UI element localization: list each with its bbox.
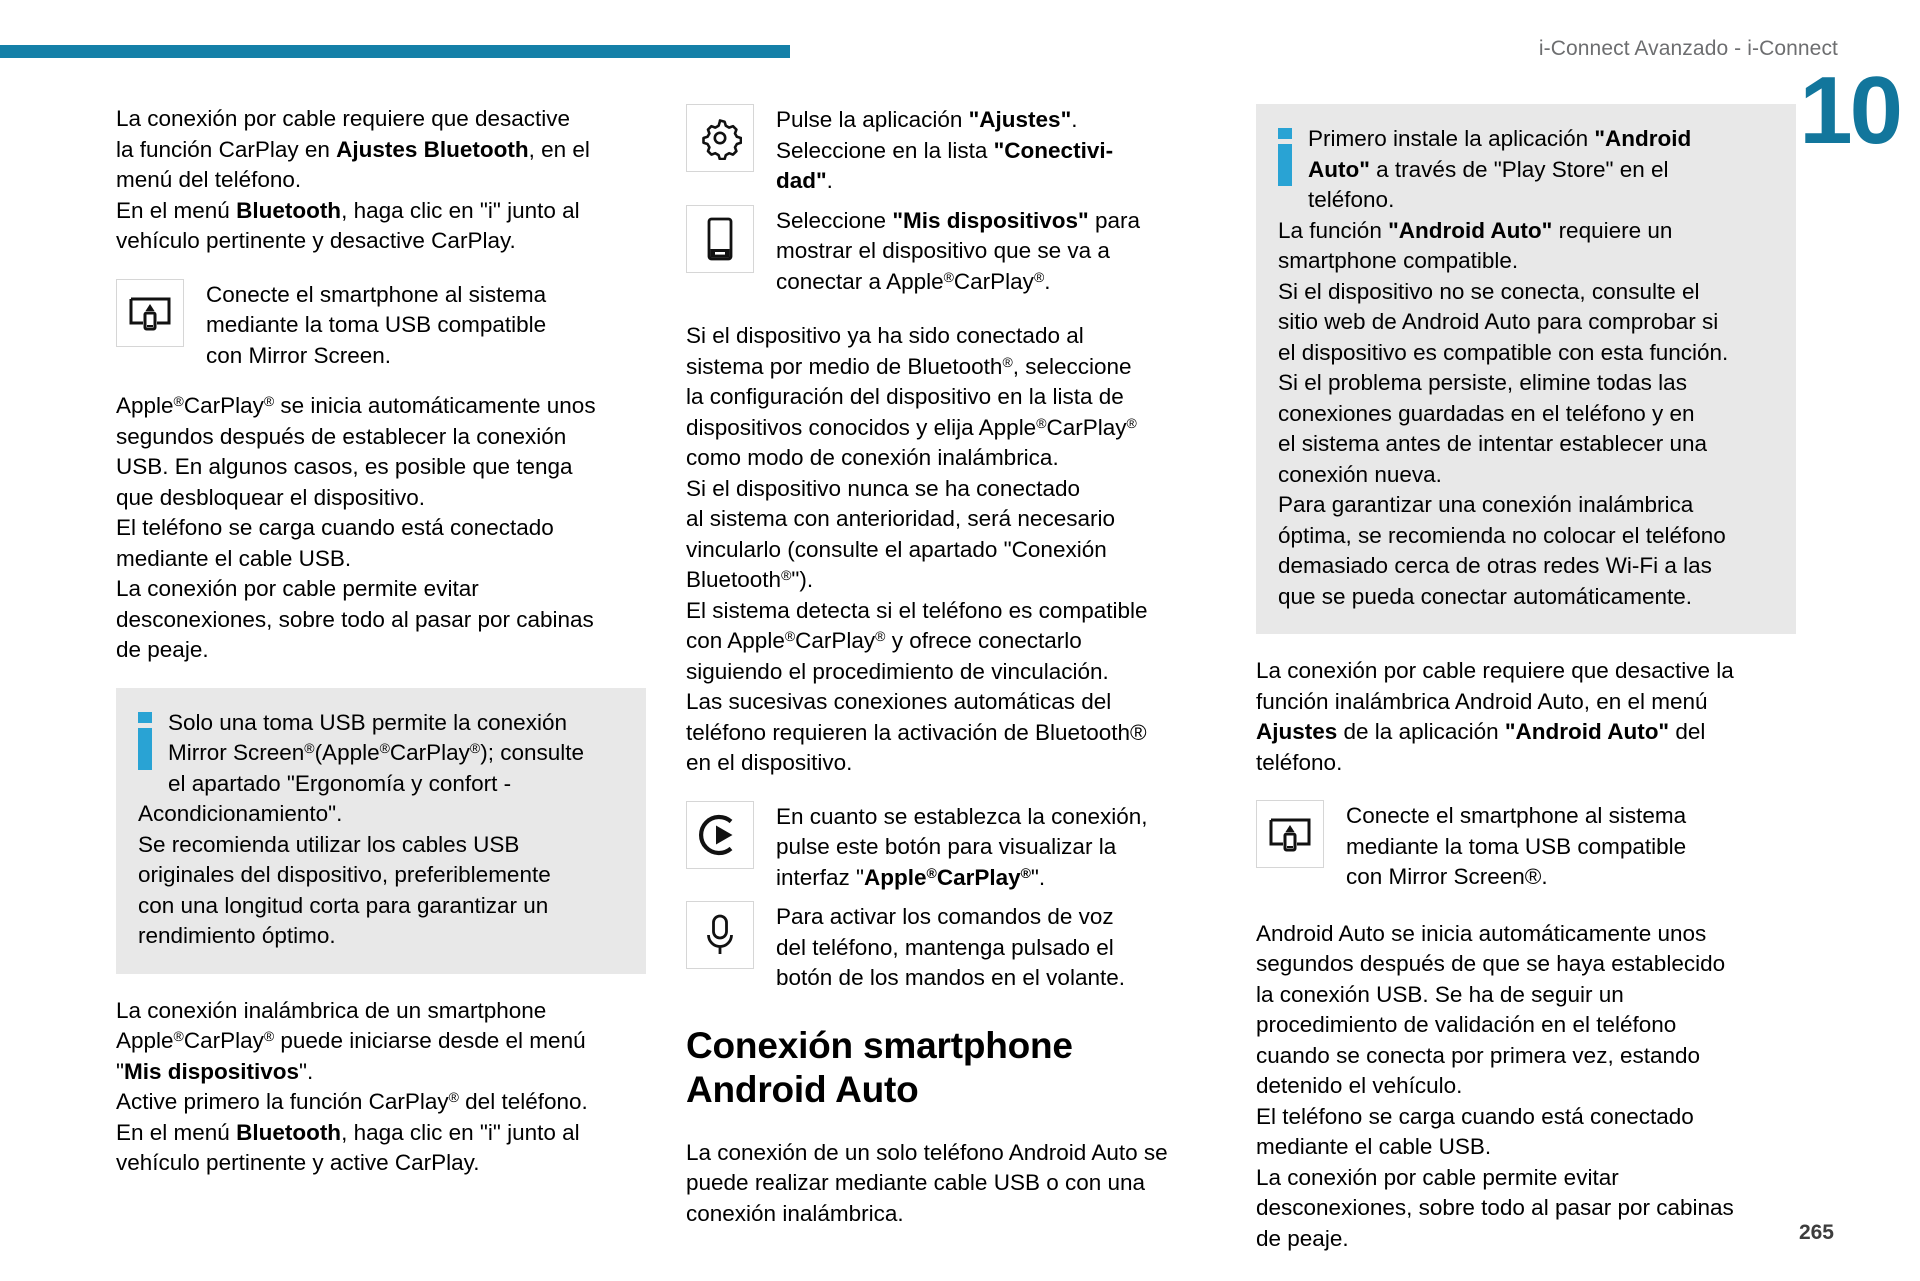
- c2-p1-reg3: ®: [1126, 414, 1137, 431]
- c2-p1-l4a: dispositivos conocidos y elija Apple: [686, 414, 1037, 440]
- c1-info-l7: con una longitud corta para garantizar un: [138, 892, 549, 918]
- c2-p1-l3: la configuración del dispositivo en la lista de: [686, 384, 1124, 409]
- c1-mirror-screen-row: [116, 279, 646, 372]
- c1-p3-l3c: ".: [299, 1058, 314, 1084]
- c3-info-l3: teléfono.: [1308, 187, 1395, 212]
- c1-ms-l2: mediante la toma USB compatible: [206, 312, 547, 337]
- c2-set-l3a: dad": [776, 168, 827, 193]
- c3-info-l1b: "Android: [1594, 126, 1692, 151]
- c2-p1-l9b: ").: [791, 567, 814, 592]
- c3-info-l11: el sistema antes de intentar establecer una: [1278, 431, 1708, 456]
- c3-info-l2b: a través de "Play Store" en el: [1369, 156, 1669, 182]
- c3-info-l15: demasiado cerca de otras redes Wi-Fi a las: [1278, 553, 1712, 578]
- c3-info-l6: Si el dispositivo no se conecta, consulte el: [1278, 278, 1700, 304]
- page-header: [0, 0, 1920, 72]
- c1-p3-reg2: ®: [263, 1028, 275, 1045]
- c3-info-l9: Si el problema persiste, elimine todas las: [1278, 370, 1687, 395]
- c1-paragraph-1: [116, 104, 646, 257]
- c1-p3-reg3: ®: [448, 1089, 459, 1106]
- c3-p2-l4: procedimiento de validación en el teléfono: [1256, 1012, 1677, 1037]
- c2-set-l2b: "Conectivi-: [993, 137, 1114, 163]
- c2-play-reg2: ®: [1020, 864, 1031, 881]
- c1-paragraph-2: [116, 391, 646, 666]
- c1-p3-l2c: puede iniciarse desde el menú: [274, 1028, 586, 1053]
- c2-p1-l7: al sistema con anterioridad, será necesario: [686, 506, 1115, 531]
- c1-p1-l2c: , en el: [528, 136, 590, 162]
- c2-p2-l1: La conexión de un solo teléfono Android Auto se: [686, 1139, 1168, 1165]
- c1-p3-l5b: Bluetooth: [236, 1119, 342, 1145]
- c3-p1-l3a: Ajustes: [1256, 719, 1338, 744]
- c1-p2-l4: que desbloquear el dispositivo.: [116, 484, 425, 510]
- c3-p2-l6: detenido el vehículo.: [1256, 1073, 1463, 1098]
- c2-set-l1a: Pulse la aplicación: [776, 107, 969, 132]
- c1-info-l6: originales del dispositivo, preferiblemente: [138, 862, 551, 887]
- c2-mic-text: [776, 901, 1125, 994]
- c2-p1-l4b: CarPlay: [1046, 414, 1127, 440]
- c1-info-l2b: (Apple: [314, 740, 380, 765]
- c1-p3-l2b: CarPlay: [183, 1028, 264, 1053]
- c2-settings-row: [686, 104, 1216, 197]
- c1-p1-l4c: , haga clic en "i" junto al: [341, 197, 580, 223]
- c2-p1-l2b: , seleccione: [1012, 353, 1132, 379]
- c2-play-reg1: ®: [926, 864, 937, 881]
- c2-p1-l11a: con Apple: [686, 628, 785, 653]
- c2-p1-l5: como modo de conexión inalámbrica.: [686, 445, 1059, 470]
- c3-paragraph-1: [1256, 656, 1796, 778]
- c3-info-l5: smartphone compatible.: [1278, 248, 1519, 273]
- c3-p2-l10: desconexiones, sobre todo al pasar por cabinas: [1256, 1195, 1734, 1220]
- c2-set-l2a: Seleccione en la lista: [776, 137, 994, 163]
- c2-set-l3b: .: [826, 168, 833, 193]
- c3-p1-l3d: del: [1669, 719, 1706, 744]
- c3-mirror-screen-row: [1256, 800, 1796, 893]
- c1-p2-reg2: ®: [263, 393, 275, 410]
- c3-p2-l11: de peaje.: [1256, 1225, 1349, 1251]
- c2-device-text: [776, 205, 1140, 298]
- c2-p1-reg2: ®: [1036, 414, 1047, 431]
- c2-paragraph-2: [686, 1138, 1216, 1230]
- c2-p2-l3: conexión inalámbrica.: [686, 1200, 904, 1226]
- c3-info-text: [1278, 124, 1770, 612]
- c1-p2-l5: El teléfono se carga cuando está conectado: [116, 515, 554, 540]
- gear-icon: [686, 104, 754, 172]
- c1-p3-l6: vehículo pertinente y active CarPlay.: [116, 1150, 480, 1175]
- c2-p1-l12: siguiendo el procedimiento de vinculación.: [686, 658, 1109, 684]
- c1-p2-l2: segundos después de establecer la conexión: [116, 423, 567, 449]
- c3-p1-l2: función inalámbrica Android Auto, en el menú: [1256, 688, 1708, 714]
- c2-dev-l1c: para: [1088, 207, 1140, 233]
- c2-p2-l2: puede realizar mediante cable USB o con una: [686, 1170, 1146, 1195]
- c2-settings-text: [776, 104, 1113, 197]
- c1-info-l1: Solo una toma USB permite la conexión: [168, 709, 567, 735]
- c1-ms-l3: con Mirror Screen.: [206, 342, 392, 368]
- c1-info-l2d: ); consulte: [480, 740, 585, 765]
- microphone-icon: [686, 901, 754, 969]
- c2-play-l3a: interfaz ": [776, 864, 865, 890]
- c2-dev-l3b: CarPlay: [953, 268, 1034, 294]
- c2-device-row: [686, 205, 1216, 298]
- c3-info-l7: sitio web de Android Auto para comprobar si: [1278, 309, 1719, 334]
- c1-info-l4: Acondicionamiento".: [138, 801, 343, 826]
- page-number: 265: [1798, 1221, 1834, 1244]
- c1-p2-l1a: Apple: [116, 393, 174, 418]
- c1-info-l2c: CarPlay: [389, 740, 470, 765]
- c2-mic-l1: Para activar los comandos de voz: [776, 904, 1114, 929]
- c3-info-l4a: La función: [1278, 217, 1389, 243]
- column-2: [686, 104, 1216, 1251]
- c1-p2-l1b: CarPlay: [183, 393, 264, 418]
- c2-p1-reg6: ®: [875, 628, 886, 645]
- c1-p3-l4b: del teléfono.: [458, 1089, 588, 1114]
- c2-p1-reg5: ®: [784, 628, 796, 645]
- c1-p1-l2b: Ajustes Bluetooth: [336, 136, 529, 162]
- c3-ms-l3: con Mirror Screen®.: [1346, 864, 1548, 889]
- mirror-screen-icon: [116, 279, 184, 347]
- c2-dev-l1a: Seleccione: [776, 207, 893, 233]
- smartphone-icon: [686, 205, 754, 273]
- c3-p2-l9: La conexión por cable permite evitar: [1256, 1164, 1619, 1190]
- c2-set-l1b: "Ajustes": [968, 107, 1072, 132]
- c2-dev-l2: mostrar el dispositivo que se va a: [776, 238, 1110, 263]
- info-icon: [138, 712, 152, 770]
- c1-p2-reg1: ®: [173, 393, 184, 410]
- c1-p2-l8: desconexiones, sobre todo al pasar por cabinas: [116, 606, 594, 632]
- c2-play-l3d: ".: [1030, 864, 1046, 890]
- c1-info-reg1: ®: [304, 740, 315, 757]
- c3-p1-l3c: "Android Auto": [1504, 719, 1670, 744]
- c1-info-reg3: ®: [469, 740, 481, 757]
- c2-dev-l1b: "Mis dispositivos": [892, 207, 1089, 233]
- c3-info-l16: que se pueda conectar automáticamente.: [1278, 583, 1693, 609]
- header-title: i-Connect Avanzado - i-Connect: [1538, 37, 1838, 60]
- c3-info-l4b: "Android Auto": [1388, 217, 1553, 243]
- c2-play-row: [686, 801, 1216, 894]
- c1-info-l2a: Mirror Screen: [168, 740, 305, 765]
- c3-p2-l7: El teléfono se carga cuando está conectado: [1256, 1103, 1694, 1129]
- c2-p1-l9a: Bluetooth: [686, 567, 782, 592]
- c2-p1-l10: El sistema detecta si el teléfono es compatible: [686, 597, 1148, 623]
- c1-info-l8: rendimiento óptimo.: [138, 923, 336, 948]
- c3-p1-l3b: de la aplicación: [1337, 719, 1505, 744]
- c1-p3-l3a: ": [116, 1058, 124, 1084]
- header-accent-rule: [0, 45, 790, 58]
- c1-p1-l1: La conexión por cable requiere que desactive: [116, 106, 571, 131]
- c2-dev-l3c: .: [1044, 268, 1051, 294]
- c3-paragraph-2: [1256, 919, 1796, 1255]
- info-icon: [1278, 128, 1292, 186]
- c1-p2-l3: USB. En algunos casos, es posible que tenga: [116, 454, 573, 479]
- c3-info-box: [1256, 104, 1796, 634]
- c1-p2-l1c: se inicia automáticamente unos: [274, 393, 596, 418]
- c2-p1-reg1: ®: [1002, 353, 1013, 370]
- c2-mic-row: [686, 901, 1216, 994]
- c2-play-l2: pulse este botón para visualizar la: [776, 834, 1117, 859]
- c3-info-l13: Para garantizar una conexión inalámbrica: [1278, 492, 1694, 517]
- c2-p1-l2a: sistema por medio de Bluetooth: [686, 353, 1003, 379]
- c1-p1-l3: menú del teléfono.: [116, 167, 302, 192]
- c2-p1-l14: teléfono requieren la activación de Bluetooth®: [686, 719, 1147, 745]
- c2-p1-l1: Si el dispositivo ya ha sido conectado al: [686, 323, 1084, 348]
- c1-p3-l2a: Apple: [116, 1028, 174, 1053]
- c3-info-l1a: Primero instale la aplicación: [1308, 126, 1595, 151]
- c3-ms-l1: Conecte el smartphone al sistema: [1346, 803, 1687, 828]
- c3-info-l14: óptima, se recomienda no colocar el teléfono: [1278, 522, 1726, 548]
- c2-play-text: [776, 801, 1148, 894]
- c2-set-l1c: .: [1071, 107, 1078, 132]
- c1-p3-l5a: En el menú: [116, 1119, 237, 1145]
- c2-play-l1: En cuanto se establezca la conexión,: [776, 803, 1148, 829]
- c2-dev-reg1: ®: [943, 268, 954, 285]
- section-title-android-auto: [686, 1024, 1216, 1112]
- c2-p1-l11b: CarPlay: [795, 628, 876, 653]
- c3-info-l4c: requiere un: [1552, 217, 1673, 243]
- c2-p1-reg4: ®: [781, 567, 792, 584]
- c1-p1-l5: vehículo pertinente y desactive CarPlay.: [116, 228, 516, 253]
- c3-p1-l1: La conexión por cable requiere que desactive la: [1256, 658, 1734, 683]
- c1-p2-l9: de peaje.: [116, 637, 209, 662]
- column-1: [116, 104, 646, 1201]
- c1-info-l5: Se recomienda utilizar los cables USB: [138, 831, 520, 857]
- c3-p2-l3: la conexión USB. Se ha de seguir un: [1256, 981, 1624, 1007]
- c1-p3-l1: La conexión inalámbrica de un smartphone: [116, 997, 547, 1023]
- c3-info-l8: el dispositivo es compatible con esta función.: [1278, 339, 1729, 365]
- c3-ms-l2: mediante la toma USB compatible: [1346, 833, 1687, 859]
- c1-paragraph-3: [116, 996, 646, 1179]
- column-3: [1256, 104, 1796, 1276]
- c2-play-l3c: CarPlay: [936, 864, 1021, 890]
- c1-p3-l4a: Active primero la función CarPlay: [116, 1089, 449, 1114]
- c2-play-l3b: Apple: [864, 864, 927, 890]
- section-title-line1: Conexión smartphone: [686, 1024, 1073, 1066]
- c1-p3-reg1: ®: [173, 1028, 184, 1045]
- chapter-number: 10: [1799, 57, 1900, 164]
- play-circle-icon: [686, 801, 754, 869]
- c1-p1-l2a: la función CarPlay en: [116, 136, 337, 162]
- c2-dev-reg2: ®: [1033, 268, 1045, 285]
- c1-mirror-screen-text: [206, 279, 546, 372]
- c1-info-l3: el apartado "Ergonomía y confort -: [168, 770, 512, 796]
- c3-p2-l2: segundos después de que se haya establecido: [1256, 951, 1726, 976]
- c2-mic-l3: botón de los mandos en el volante.: [776, 965, 1125, 990]
- c2-mic-l2: del teléfono, mantenga pulsado el: [776, 934, 1114, 960]
- c1-p1-l4b: Bluetooth: [236, 197, 342, 223]
- c1-p1-l4a: En el menú: [116, 197, 237, 223]
- c2-paragraph-1: [686, 321, 1216, 779]
- c3-info-l12: conexión nueva.: [1278, 461, 1442, 487]
- c3-info-l10: conexiones guardadas en el teléfono y en: [1278, 400, 1695, 426]
- c2-p1-l8: vincularlo (consulte el apartado "Conexión: [686, 536, 1107, 562]
- c2-p1-l13: Las sucesivas conexiones automáticas del: [686, 689, 1112, 714]
- c2-dev-l3a: conectar a Apple: [776, 268, 944, 294]
- mirror-screen-icon: [1256, 800, 1324, 868]
- c3-p2-l1: Android Auto se inicia automáticamente unos: [1256, 920, 1707, 946]
- c1-info-box: [116, 688, 646, 974]
- c2-p1-l15: en el dispositivo.: [686, 750, 853, 775]
- section-title-line2: Android Auto: [686, 1068, 919, 1110]
- c3-p2-l8: mediante el cable USB.: [1256, 1134, 1492, 1159]
- c3-p1-l4: teléfono.: [1256, 749, 1343, 775]
- c1-info-reg2: ®: [379, 740, 390, 757]
- c1-ms-l1: Conecte el smartphone al sistema: [206, 281, 547, 307]
- c2-p1-l6: Si el dispositivo nunca se ha conectado: [686, 475, 1081, 501]
- c1-p2-l6: mediante el cable USB.: [116, 545, 352, 571]
- c1-p3-l3b: Mis dispositivos: [124, 1058, 300, 1084]
- c3-p2-l5: cuando se conecta por primera vez, estando: [1256, 1042, 1701, 1068]
- c1-p3-l5c: , haga clic en "i" junto al: [341, 1119, 580, 1145]
- c3-info-l2a: Auto": [1308, 156, 1370, 182]
- c1-p2-l7: La conexión por cable permite evitar: [116, 576, 479, 601]
- c3-mirror-screen-text: [1346, 800, 1686, 893]
- c2-p1-l11c: y ofrece conectarlo: [885, 628, 1082, 653]
- c1-info-text: [138, 708, 620, 952]
